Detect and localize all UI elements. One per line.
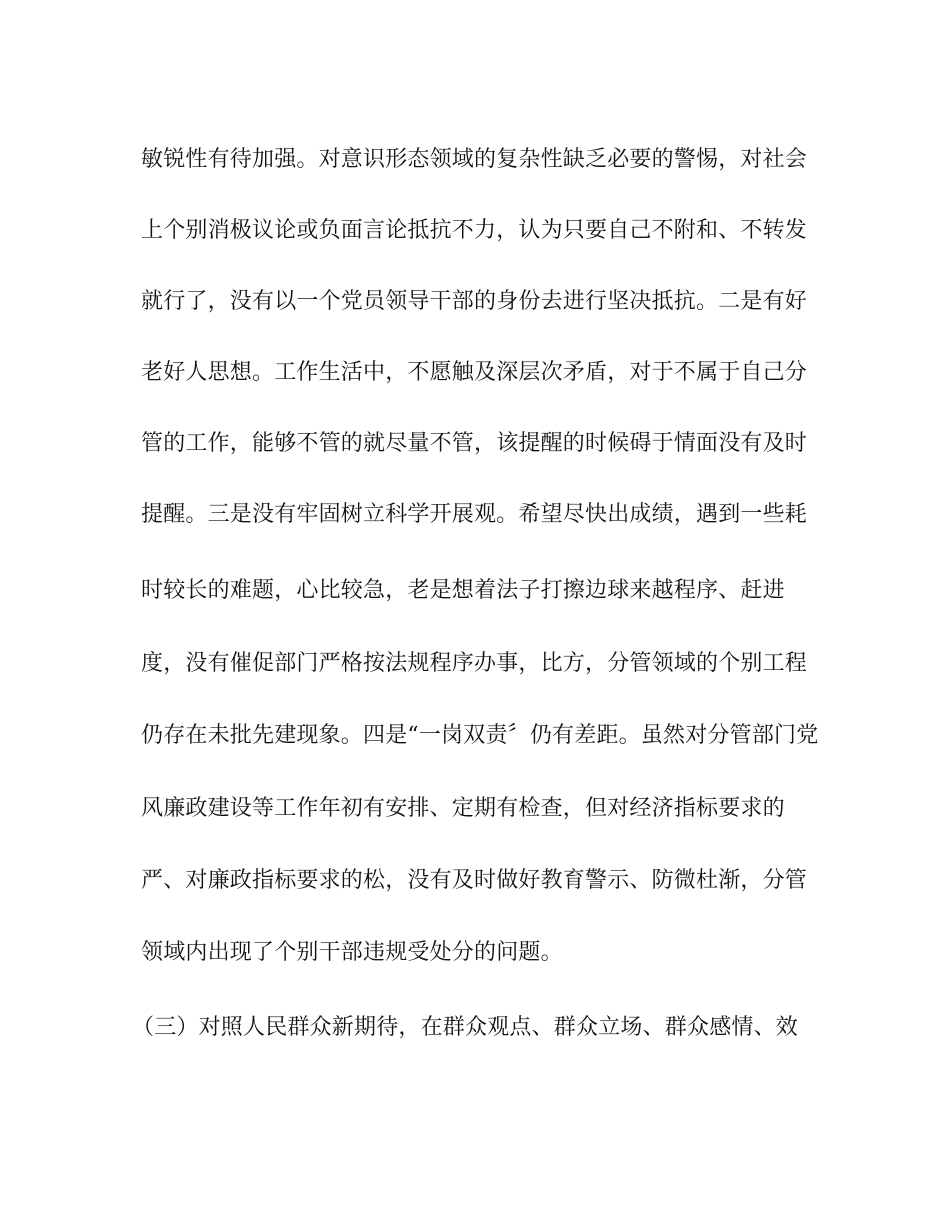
text-line: 严、对廉政指标要求的松，没有及时做好教育警示、防微杜渐，分管	[141, 868, 808, 893]
text-line: 上个别消极议论或负面言论抵抗不力，认为只要自己不附和、不转发	[141, 218, 808, 243]
text-line: 老好人思想。工作生活中，不愿触及深层次矛盾，对于不属于自己分	[141, 360, 808, 385]
text-line: 仍存在未批先建现象。四是“一岗双责〞仍有差距。虽然对分管部门党	[141, 723, 819, 748]
text-line: 时较长的难题，心比较急，老是想着法子打擦边球来越程序、赶进	[141, 578, 785, 603]
text-line: 领域内出现了个别干部违规受处分的问题。	[141, 940, 563, 965]
text-line: 提醒。三是没有牢固树立科学开展观。希望尽快出成绩，遇到一些耗	[141, 502, 808, 527]
text-line: 就行了，没有以一个党员领导干部的身份去进行坚决抵抗。二是有好	[141, 289, 808, 314]
text-line: 风廉政建设等工作年初有安排、定期有检查，但对经济指标要求的	[141, 796, 785, 821]
section-heading-line: （三）对照人民群众新期待，在群众观点、群众立场、群众感情、效	[132, 1015, 799, 1040]
text-line: 管的工作，能够不管的就尽量不管，该提醒的时候碍于情面没有及时	[141, 431, 808, 456]
text-line: 敏锐性有待加强。对意识形态领域的复杂性缺乏必要的警惕，对社会	[141, 147, 808, 172]
text-line: 度，没有催促部门严格按法规程序办事，比方，分管领域的个别工程	[141, 651, 808, 676]
